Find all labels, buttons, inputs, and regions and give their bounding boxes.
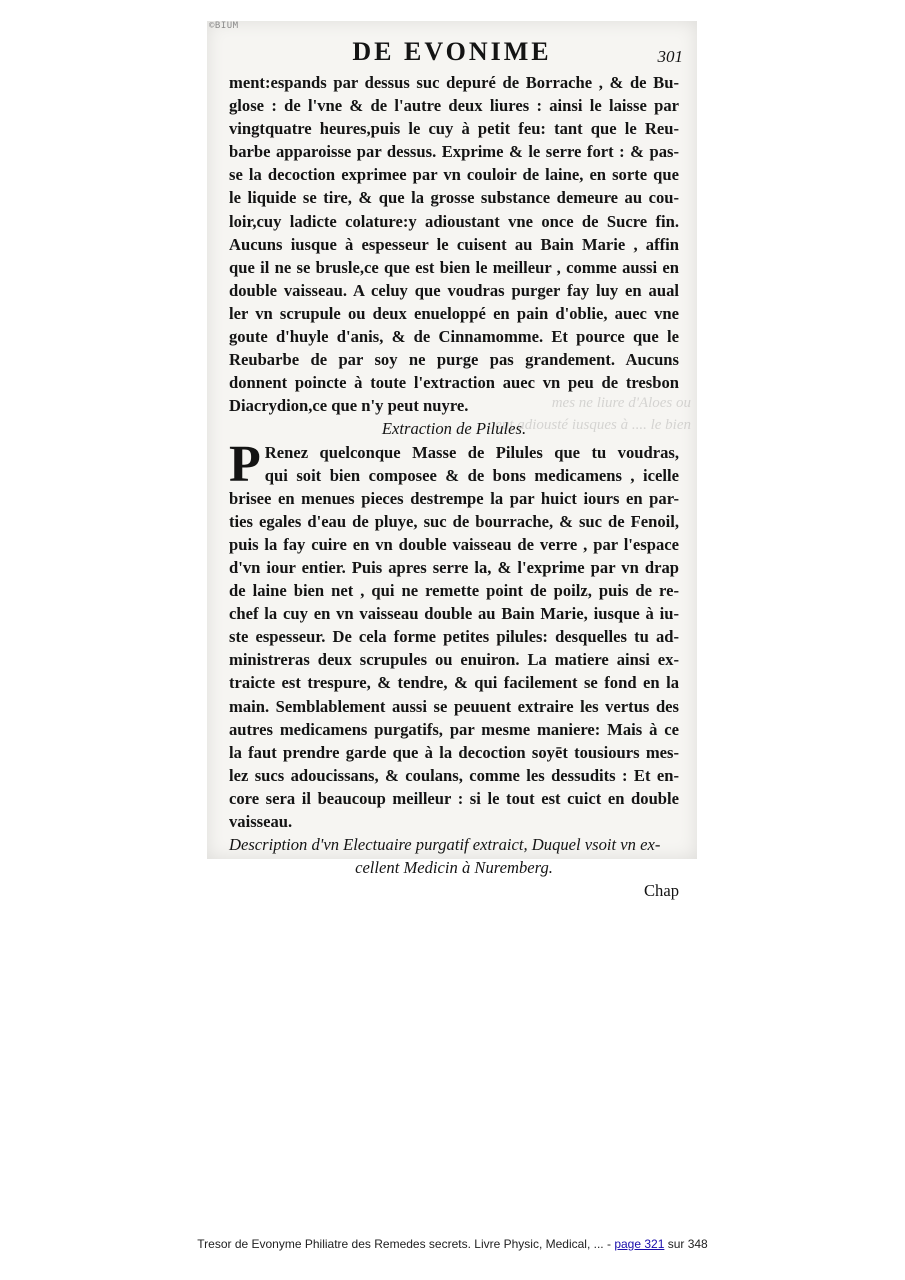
text-line: ment:espands par dessus suc depuré de Borrache , & de Bu- — [229, 73, 679, 92]
text-line: goute d'huyle d'anis, & de Cinnamomme. Et pource que le — [229, 327, 679, 347]
description-heading: cellent Medicin à Nuremberg. — [355, 858, 553, 878]
text-line: que il ne se brusle,ce que est bien le meilleur , comme aussi en — [229, 257, 679, 277]
running-head: DE EVONIME — [352, 37, 552, 66]
bleed-through-text: peut adiousté iusques à .... le bien — [487, 417, 691, 433]
page-link[interactable]: page 321 — [614, 1237, 665, 1251]
paragraph-pilules — [229, 435, 679, 834]
text-line: barbe apparoisse par dessus. Exprime & le serre fort : & pas- — [229, 142, 679, 162]
page-footer — [0, 1237, 905, 1251]
page-number: 301 — [657, 47, 683, 66]
text-line: vaisseau. — [229, 812, 293, 831]
text-line: de laine bien net , qui ne remette point de poilz, puis de re- — [229, 581, 679, 601]
text-line: chef la cuy en vn vaisseau double au Bain Marie, iusque à iu- — [229, 604, 679, 624]
scanned-page — [207, 21, 697, 901]
catchword: Chap — [643, 881, 679, 901]
text-line: se la decoction exprimee par vn couloir de laine, en sorte que — [229, 165, 679, 185]
text-line: glose : de l'vne & de l'autre deux liures : ainsi le laisse par — [229, 96, 679, 116]
drop-cap: P — [229, 435, 261, 493]
text-line: lez sucs adoucissans, & coulans, comme les dessudits : Et en- — [229, 765, 679, 785]
text-line: ste espesseur. De cela forme petites pilules: desquelles tu ad- — [229, 627, 679, 647]
bleed-through-text: mes ne liure d'Aloes ou — [551, 395, 691, 411]
footer-caption: Tresor de Evonyme Philiatre des Remedes secrets. Livre Physic, Medical, ... - — [197, 1237, 615, 1251]
text-line: donnent poincte à toute l'extraction auec vn peu de tresbon — [229, 373, 679, 393]
text-line: loir,cuy ladicte colature:y adioustant vne once de Sucre fin. — [229, 211, 679, 231]
text-line: double vaisseau. A celuy que voudras purger fay luy en aual — [229, 280, 679, 300]
text-line: Renez quelconque Masse de Pilules que tu voudras, — [264, 442, 679, 462]
text-line: puis la fay cuire en vn double vaisseau de verre , par l'espace — [229, 534, 679, 554]
body-text — [229, 71, 679, 902]
text-line: main. Semblablement aussi se peuuent extraire les vertus des — [229, 696, 679, 716]
text-line: ministreras deux scrupules ou enuiron. La matiere ainsi ex- — [229, 650, 679, 670]
text-line: d'vn iour entier. Puis apres serre la, & l'exprime par vn drap — [229, 557, 679, 577]
text-line: le liquide se tire, & que la grosse substance demeure au cou- — [229, 188, 679, 208]
text-line: la faut prendre garde que à la decoction soyēt tousiours mes- — [229, 742, 679, 762]
text-line: Diacrydion,ce que n'y peut nuyre. — [229, 396, 469, 416]
description-heading: Description d'vn Electuaire purgatif extraict, Duquel vsoit vn ex- — [229, 835, 661, 855]
text-line: brisee en menues pieces destrempe la par huict iours en par- — [229, 488, 679, 508]
text-line: Reubarbe de par soy ne purge pas grandement. Aucuns — [229, 350, 679, 370]
text-line: vingtquatre heures,puis le cuy à petit feu: tant que le Reu- — [229, 119, 679, 139]
text-line: Aucuns iusque à espesseur le cuisent au Bain Marie , affin — [229, 234, 679, 254]
text-line: autres medicamens purgatifs, par mesme maniere: Mais à ce — [229, 719, 679, 739]
paragraph-continuation — [229, 71, 679, 417]
text-line: ler vn scrupule ou deux enueloppé en pain d'oblie, auec vne — [229, 303, 679, 323]
text-line: qui soit bien composee & de bons medicamens , icelle — [264, 465, 679, 485]
library-stamp: ©BIUM — [209, 21, 239, 31]
footer-suffix: sur 348 — [664, 1237, 708, 1251]
section-heading: Extraction de Pilules. — [381, 419, 527, 439]
text-line: traicte est trespure, & tendre, & qui facilement se fond en la — [229, 673, 679, 693]
text-line: core sera il beaucoup meilleur : si le tout est cuict en double — [229, 788, 679, 808]
text-line: ties egales d'eau de pluye, suc de bourrache, & suc de Fenoil, — [229, 511, 679, 531]
